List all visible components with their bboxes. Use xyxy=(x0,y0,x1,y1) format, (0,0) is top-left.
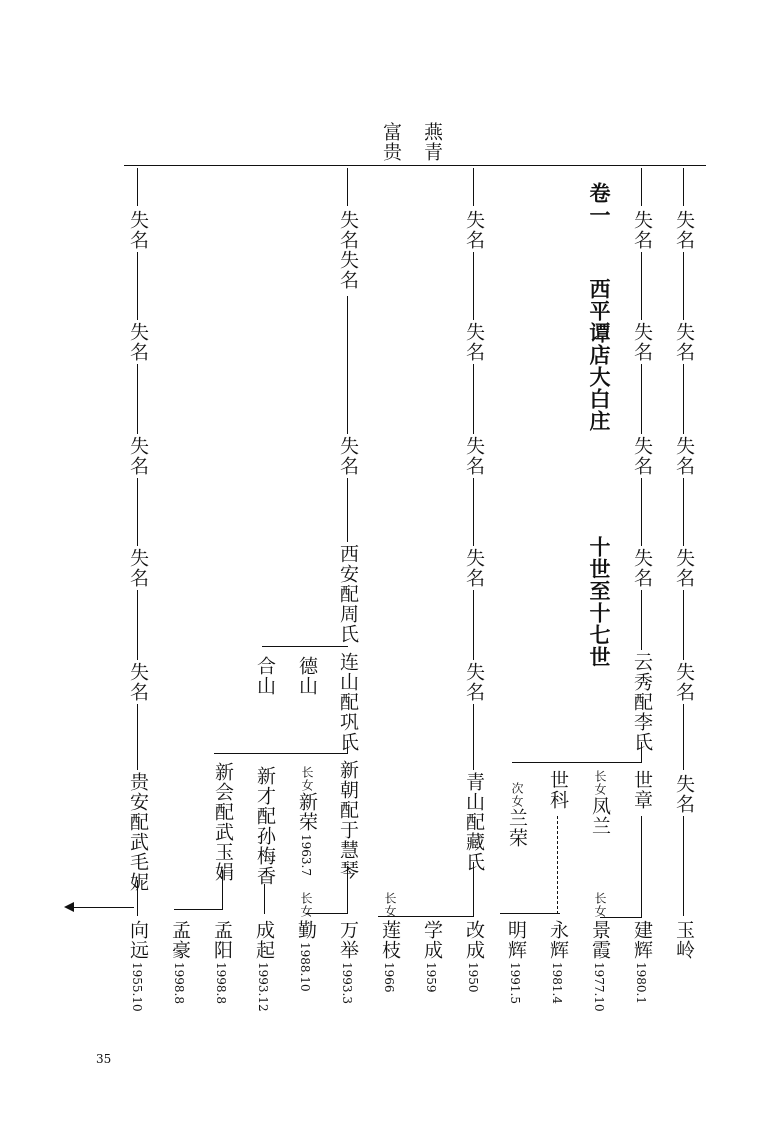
descendant-name: 景霞 xyxy=(589,920,611,960)
descendant-name: 玉岭 xyxy=(673,920,695,960)
birth-date: 1977.10 xyxy=(592,962,606,1012)
child-name-shike: 世科 xyxy=(547,770,569,810)
lineage-name: 失名 xyxy=(127,322,149,362)
lineage-name: 失名 xyxy=(673,548,695,588)
birth-date: 1980.1 xyxy=(634,962,648,1004)
descendant-name: 勤 xyxy=(295,920,317,940)
tree-line xyxy=(683,168,684,206)
child-name-shizhang: 世章 xyxy=(631,770,653,810)
tree-line xyxy=(473,168,474,206)
arrow-shaft xyxy=(72,907,134,908)
birth-date: 1955.10 xyxy=(130,962,144,1012)
lineage-name: 失名 xyxy=(673,322,695,362)
lineage-name: 失名 xyxy=(631,436,653,476)
tree-line xyxy=(264,884,265,914)
top-rule xyxy=(124,165,706,166)
child-name-sanrong: 兰荣 xyxy=(506,808,528,848)
lineage-name: 失名 xyxy=(631,548,653,588)
relation-tag: 长女 xyxy=(593,892,607,918)
tree-line xyxy=(347,168,348,206)
page-title: 卷一 西平谭店大白庄 十世至十七世 xyxy=(587,182,612,668)
lineage-name: 失名 xyxy=(673,210,695,250)
tree-line xyxy=(137,880,138,916)
birth-date: 1998.8 xyxy=(214,962,228,1004)
child-name-fenglan: 凤兰 xyxy=(589,796,611,836)
birth-date: 1998.8 xyxy=(172,962,186,1004)
tree-line xyxy=(473,590,474,660)
lineage-name: 失名 xyxy=(463,662,485,702)
tree-line xyxy=(347,866,348,914)
tree-line xyxy=(347,740,348,754)
family-bar xyxy=(214,753,348,754)
tree-line xyxy=(683,364,684,434)
tree-line xyxy=(137,252,138,320)
descendant-name: 明辉 xyxy=(505,920,527,960)
lineage-name: 失名 xyxy=(463,210,485,250)
birth-date: 1991.5 xyxy=(508,962,522,1004)
lineage-name: 失名 xyxy=(463,436,485,476)
child-name-xinrong: 新荣 xyxy=(296,792,318,832)
spouse-entry: 青山配藏氏 xyxy=(463,772,485,872)
spouse-entry: 西安配周氏 xyxy=(337,544,359,644)
tree-line xyxy=(641,168,642,206)
tree-line xyxy=(557,816,558,914)
birth-date: 1981.4 xyxy=(550,962,564,1004)
birth-date: 1993.3 xyxy=(340,962,354,1004)
family-bar xyxy=(512,762,642,763)
spouse-entry: 贵安配武毛妮 xyxy=(127,772,149,892)
tree-line xyxy=(641,742,642,762)
lineage-name: 失名 xyxy=(673,774,695,814)
family-bar xyxy=(174,909,222,910)
lineage-name: 失名 xyxy=(127,210,149,250)
lineage-name: 失名 xyxy=(337,436,359,476)
header-name-yanqing: 燕青 xyxy=(421,122,443,162)
spouse-entry: 新会配武玉娟 xyxy=(212,762,234,882)
lineage-name: 失名失名 xyxy=(337,210,359,290)
spouse-entry: 新才配孙梅香 xyxy=(254,766,276,886)
child-name-deshan: 德山 xyxy=(296,656,318,696)
descendant-name: 向远 xyxy=(127,920,149,960)
tree-line xyxy=(683,704,684,770)
tree-line xyxy=(473,252,474,320)
family-bar xyxy=(500,913,560,914)
tree-line xyxy=(137,590,138,660)
tree-line xyxy=(641,816,642,918)
birth-date: 1993.12 xyxy=(256,962,270,1012)
tree-line xyxy=(473,704,474,770)
lineage-name: 失名 xyxy=(127,548,149,588)
tree-line xyxy=(347,478,348,542)
lineage-name: 失名 xyxy=(463,548,485,588)
birth-date: 1966 xyxy=(382,962,396,993)
tree-line xyxy=(641,590,642,650)
lineage-name: 失名 xyxy=(127,436,149,476)
spouse-entry: 连山配巩氏 xyxy=(337,652,359,752)
header-name-fugui: 富贵 xyxy=(380,122,402,162)
tree-line xyxy=(641,364,642,434)
birth-date: 1988.10 xyxy=(298,942,312,992)
relation-tag: 长女 xyxy=(300,766,314,792)
tree-line xyxy=(137,168,138,206)
tree-line xyxy=(137,704,138,770)
tree-line xyxy=(683,478,684,546)
lineage-name: 失名 xyxy=(127,662,149,702)
lineage-name: 失名 xyxy=(631,210,653,250)
child-name-heshan: 合山 xyxy=(254,656,276,696)
descendant-name: 建辉 xyxy=(631,920,653,960)
birth-date: 1959 xyxy=(424,962,438,993)
spouse-entry: 新朝配于慧琴 xyxy=(337,760,359,880)
relation-tag: 长女 xyxy=(383,892,397,918)
birth-date: 1963.7 xyxy=(299,834,313,876)
descendant-name: 永辉 xyxy=(547,920,569,960)
descendant-name: 万举 xyxy=(337,920,359,960)
tree-line xyxy=(641,252,642,320)
tree-line xyxy=(683,252,684,320)
page-number: 35 xyxy=(96,1052,112,1066)
descendant-name: 学成 xyxy=(421,920,443,960)
relation-tag: 长女 xyxy=(299,892,313,918)
tree-line xyxy=(473,862,474,916)
family-bar xyxy=(262,646,348,647)
descendant-name: 成起 xyxy=(253,920,275,960)
lineage-name: 失名 xyxy=(673,662,695,702)
tree-line xyxy=(222,870,223,910)
tree-line xyxy=(137,364,138,434)
tree-line xyxy=(473,478,474,546)
tree-line xyxy=(683,590,684,660)
spouse-entry: 云秀配李氏 xyxy=(631,652,653,752)
relation-tag: 次女 xyxy=(510,782,524,808)
descendant-name: 莲枝 xyxy=(379,920,401,960)
descendant-name: 孟阳 xyxy=(211,920,233,960)
lineage-name: 失名 xyxy=(463,322,485,362)
descendant-name: 改成 xyxy=(463,920,485,960)
descendant-name: 孟豪 xyxy=(169,920,191,960)
tree-line xyxy=(137,478,138,546)
tree-line xyxy=(473,364,474,434)
tree-line xyxy=(641,478,642,546)
lineage-name: 失名 xyxy=(673,436,695,476)
relation-tag: 长女 xyxy=(593,770,607,796)
tree-line xyxy=(347,296,348,434)
lineage-name: 失名 xyxy=(631,322,653,362)
birth-date: 1950 xyxy=(466,962,480,993)
tree-line xyxy=(683,816,684,916)
